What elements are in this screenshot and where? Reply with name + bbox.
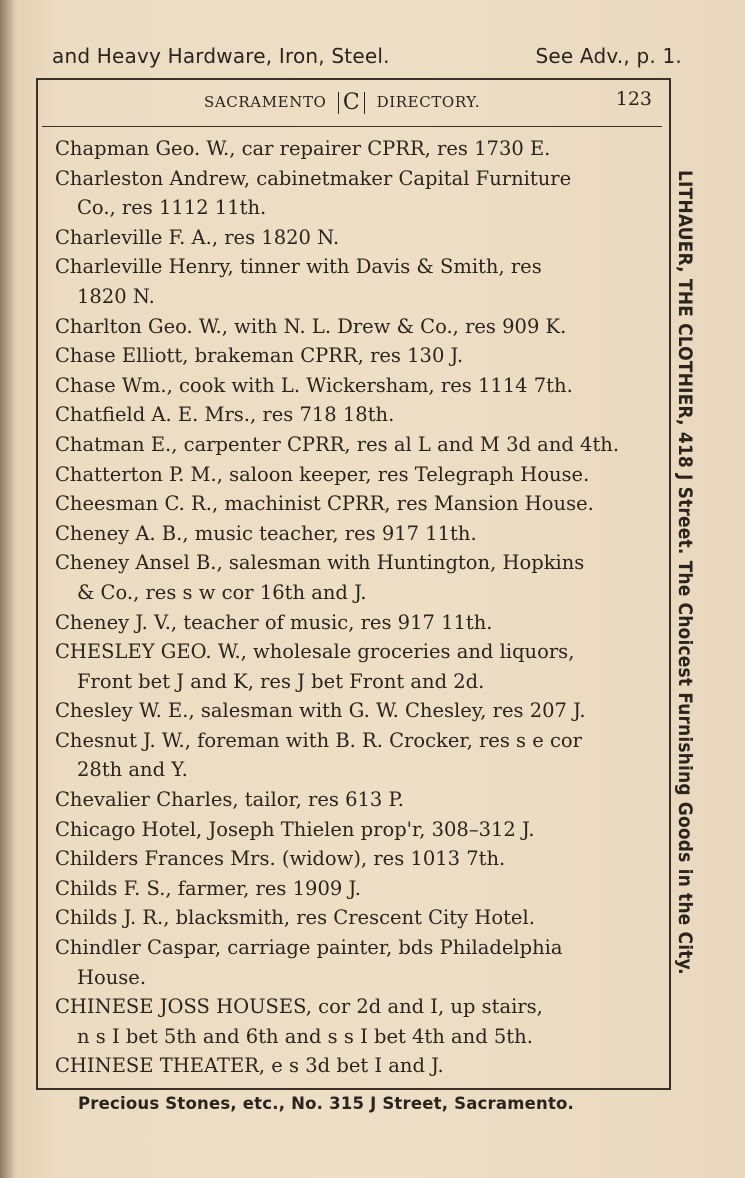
entry-line: Childs F. S., farmer, res 1909 J. bbox=[55, 876, 361, 900]
entry-line: Charlton Geo. W., with N. L. Drew & Co., res 909 K. bbox=[55, 314, 567, 338]
directory-entry bbox=[55, 519, 653, 549]
entry-line: Chesley W. E., salesman with G. W. Chesley, res 207 J. bbox=[55, 699, 586, 723]
directory-entry bbox=[55, 844, 653, 874]
directory-entry bbox=[55, 785, 653, 815]
entry-line: Chindler Caspar, carriage painter, bds Philadelphia bbox=[55, 936, 563, 960]
directory-entry bbox=[55, 933, 653, 992]
entry-continuation-line: House. bbox=[77, 965, 147, 989]
header-title bbox=[204, 90, 481, 115]
entry-line: CHINESE JOSS HOUSES, cor 2d and I, up stairs, bbox=[55, 995, 543, 1019]
directory-entry bbox=[55, 903, 653, 933]
directory-entry bbox=[55, 341, 653, 371]
entry-continuation-line: 1820 N. bbox=[77, 284, 155, 308]
entry-line: Charleville F. A., res 1820 N. bbox=[55, 225, 340, 249]
entry-line: Childs J. R., blacksmith, res Crescent City Hotel. bbox=[55, 906, 535, 930]
directory-entry bbox=[55, 548, 653, 607]
directory-entry bbox=[55, 134, 653, 164]
entry-continuation-line: Front bet J and K, res J bet Front and 2d. bbox=[77, 669, 485, 693]
entry-line: Chapman Geo. W., car repairer CPRR, res 1730 E. bbox=[55, 137, 551, 160]
bottom-advertisement: Precious Stones, etc., No. 315 J Street, Sacramento. bbox=[78, 1094, 575, 1113]
directory-entry bbox=[55, 992, 653, 1051]
directory-entry bbox=[55, 223, 653, 253]
top-ad-right: See Adv., p. 1. bbox=[535, 44, 682, 68]
running-header bbox=[42, 88, 662, 122]
top-ad-left: and Heavy Hardware, Iron, Steel. bbox=[52, 44, 390, 68]
directory-entry bbox=[55, 1051, 653, 1081]
directory-entry bbox=[55, 815, 653, 845]
directory-entry bbox=[55, 726, 653, 785]
entry-line: Charleville Henry, tinner with Davis & Smith, res bbox=[55, 255, 542, 279]
directory-entry bbox=[55, 460, 653, 490]
entry-line: Cheesman C. R., machinist CPRR, res Mansion House. bbox=[55, 492, 594, 516]
entry-line: Cheney J. V., teacher of music, res 917 11th. bbox=[55, 610, 493, 634]
directory-entry bbox=[55, 252, 653, 311]
entry-line: Chatman E., carpenter CPRR, res al L and M 3d and 4th. bbox=[55, 432, 620, 456]
side-advertisement bbox=[668, 170, 708, 985]
directory-entry bbox=[55, 371, 653, 401]
entry-continuation-line: Co., res 1112 11th. bbox=[77, 196, 267, 220]
entry-line: Cheney A. B., music teacher, res 917 11th. bbox=[55, 521, 477, 545]
directory-entry bbox=[55, 312, 653, 342]
header-word: DIRECTORY. bbox=[376, 93, 481, 111]
directory-entry bbox=[55, 400, 653, 430]
directory-entry bbox=[55, 696, 653, 726]
directory-entry bbox=[55, 430, 653, 460]
entry-line: Chesnut J. W., foreman with B. R. Crocker, res s e cor bbox=[55, 728, 582, 752]
entry-line: Charleston Andrew, cabinetmaker Capital Furniture bbox=[55, 166, 572, 190]
page-number: 123 bbox=[615, 88, 652, 110]
entry-line: Cheney Ansel B., salesman with Huntington, Hopkins bbox=[55, 551, 585, 575]
entry-line: Chicago Hotel, Joseph Thielen prop'r, 308–312 J. bbox=[55, 817, 535, 841]
directory-entry bbox=[55, 874, 653, 904]
entry-line: Childers Frances Mrs. (widow), res 1013 7th. bbox=[55, 847, 506, 871]
entry-line: CHESLEY GEO. W., wholesale groceries and liquors, bbox=[55, 640, 575, 664]
header-letter: C bbox=[338, 92, 365, 114]
entry-line: Chatfield A. E. Mrs., res 718 18th. bbox=[55, 403, 395, 427]
entry-continuation-line: 28th and Y. bbox=[77, 758, 188, 782]
top-advertisement bbox=[52, 44, 682, 74]
entry-line: CHINESE THEATER, e s 3d bet I and J. bbox=[55, 1054, 444, 1078]
directory-entry bbox=[55, 637, 653, 696]
directory-entry bbox=[55, 489, 653, 519]
directory-entries bbox=[55, 134, 653, 1081]
header-rule bbox=[42, 126, 662, 127]
entry-line: Chevalier Charles, tailor, res 613 P. bbox=[55, 788, 404, 812]
directory-entry bbox=[55, 608, 653, 638]
directory-entry bbox=[55, 164, 653, 223]
header-city: SACRAMENTO bbox=[204, 93, 327, 111]
entry-line: Chase Wm., cook with L. Wickersham, res 1114 7th. bbox=[55, 373, 573, 397]
entry-line: Chase Elliott, brakeman CPRR, res 130 J. bbox=[55, 344, 464, 368]
side-ad-text: LITHAUER, THE CLOTHIER, 418 J Street. The Choicest Furnishing Goods in the City. bbox=[674, 170, 696, 975]
binding-shadow bbox=[0, 0, 14, 1178]
entry-continuation-line: n s I bet 5th and 6th and s s I bet 4th and 5th. bbox=[77, 1024, 533, 1048]
entry-line: Chatterton P. M., saloon keeper, res Telegraph House. bbox=[55, 462, 590, 486]
entry-continuation-line: & Co., res s w cor 16th and J. bbox=[77, 580, 367, 604]
